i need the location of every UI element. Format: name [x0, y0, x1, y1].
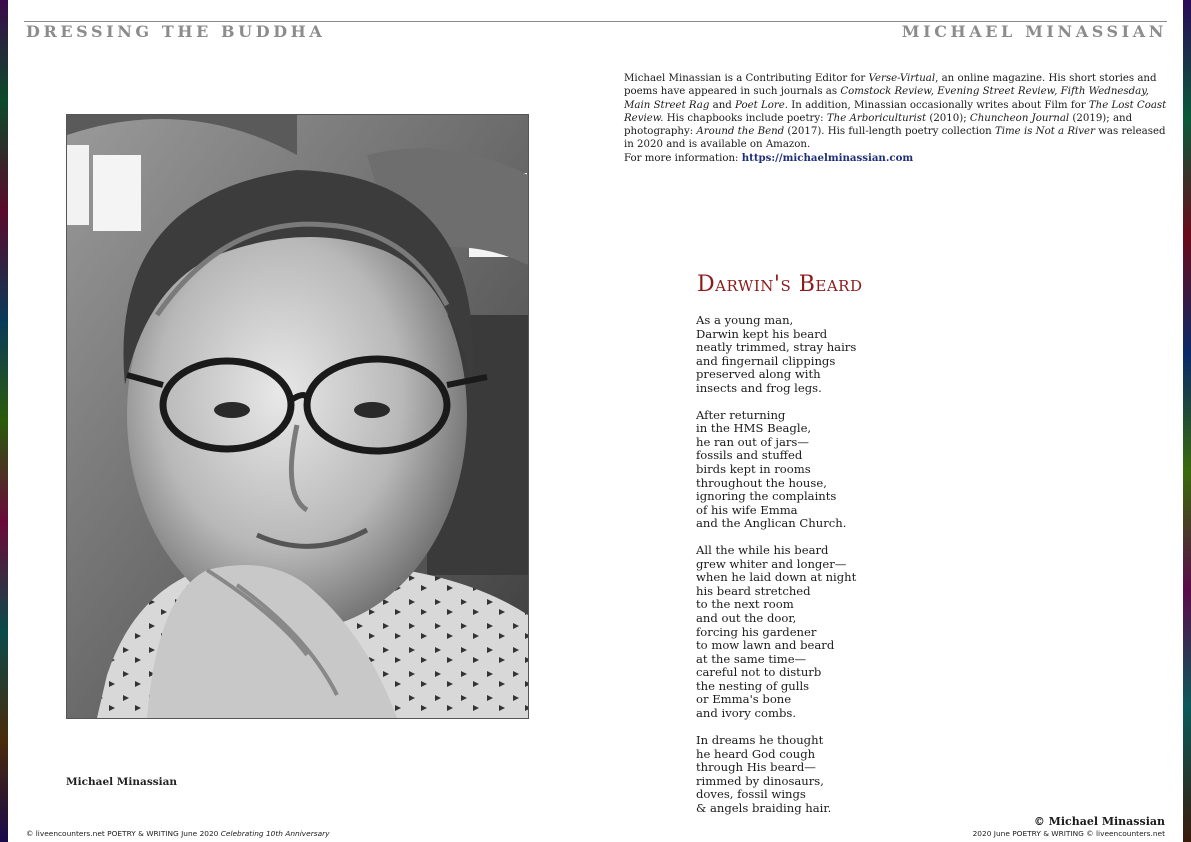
poem-line: fossils and stuffed	[696, 448, 803, 463]
bio-italic: Chuncheon Journal	[969, 112, 1070, 124]
bio-text: was released in 2020 and is available on Amazon.	[624, 126, 1166, 151]
poem-line: In dreams he thought	[696, 732, 824, 747]
poem-line: Darwin kept his beard	[696, 326, 828, 341]
poem-line: ignoring the complaints	[696, 489, 837, 504]
poem-line: and out the door,	[696, 611, 797, 626]
poem-line: or Emma's bone	[696, 692, 792, 707]
poem-body	[696, 314, 996, 829]
poem-line: All the while his beard	[696, 543, 829, 558]
poem-line: As a young man,	[696, 313, 794, 327]
bio-italic: The Lost Coast Review.	[624, 99, 1167, 124]
poem-line: of his wife Emma	[696, 502, 798, 517]
header-section-title: DRESSING THE BUDDHA	[26, 22, 326, 41]
footer-left-italic: Celebrating 10th Anniversary	[220, 829, 330, 838]
header-author-name: MICHAEL MINASSIAN	[901, 22, 1167, 41]
poem-line: his beard stretched	[696, 583, 811, 598]
poem-line: when he laid down at night	[696, 570, 857, 585]
poem-line: careful not to disturb	[696, 665, 822, 680]
right-decorative-edge	[1183, 0, 1191, 842]
footer-left-text: © liveencounters.net POETRY & WRITING June 2020	[26, 829, 221, 838]
poem-line: & angels braiding hair.	[696, 800, 832, 815]
poem-line: and fingernail clippings	[696, 353, 836, 368]
poem-line: at the same time—	[696, 651, 807, 666]
poem-line: After returning	[696, 407, 786, 422]
bio-italic: The Arboriculturist	[826, 112, 927, 124]
bio-italic: Around the Bend	[696, 126, 785, 138]
poem-copyright: © Michael Minassian	[1033, 815, 1165, 828]
poem-title: Darwin's Beard	[697, 272, 863, 297]
poem-stanza	[696, 409, 996, 531]
bio-text: , an online magazine. His short stories and poems have appeared in such journals as	[624, 73, 1157, 98]
poem-stanza	[696, 314, 996, 395]
author-bio	[624, 72, 1169, 165]
bio-text: Michael Minassian is a Contributing Editor for	[624, 73, 869, 84]
poem-line: he heard God cough	[696, 746, 816, 761]
poem-line: the nesting of gulls	[696, 678, 810, 693]
bio-italic: Verse-Virtual	[868, 73, 936, 84]
footer-right: 2020 June POETRY & WRITING © liveencounters.net	[972, 829, 1165, 838]
poem-line: birds kept in rooms	[696, 462, 811, 477]
bio-text: (2017). His full-length poetry collection	[784, 126, 995, 138]
poem-line: through His beard—	[696, 760, 816, 775]
bio-italic: Poet Lore.	[735, 99, 789, 111]
bio-italic: Comstock Review, Evening Street Review, Fifth Wednesday, Main Street Rag	[624, 86, 1149, 111]
poem-line: preserved along with	[696, 367, 821, 382]
bio-text: and	[709, 99, 736, 111]
poem-line: throughout the house,	[696, 475, 827, 490]
bio-text: In addition, Minassian occasionally writes about Film for	[788, 99, 1089, 111]
poem-line: doves, fossil wings	[696, 787, 806, 802]
poem-line: neatly trimmed, stray hairs	[696, 340, 857, 355]
poem-stanza	[696, 544, 996, 720]
poem-line: to the next room	[696, 597, 794, 612]
bio-text: His chapbooks include poetry:	[663, 112, 827, 124]
poem-line: to mow lawn and beard	[696, 638, 835, 653]
left-decorative-edge	[0, 0, 8, 842]
poem-line: forcing his gardener	[696, 624, 817, 639]
author-portrait	[66, 114, 529, 719]
poem-line: he ran out of jars—	[696, 434, 809, 449]
photo-caption: Michael Minassian	[66, 776, 178, 788]
bio-text: (2019); and photography:	[624, 112, 1133, 138]
poem-line: insects and frog legs.	[696, 380, 822, 395]
website-link[interactable]: https://michaelminassian.com	[741, 151, 914, 164]
poem-line: and ivory combs.	[696, 705, 797, 720]
poem-line: and the Anglican Church.	[696, 516, 847, 531]
poem-line: rimmed by dinosaurs,	[696, 773, 824, 788]
poem-stanza	[696, 734, 996, 815]
footer-left	[26, 829, 330, 838]
more-info-label: For more information:	[624, 152, 742, 164]
bio-italic: Time is Not a River	[994, 126, 1095, 138]
bio-text: (2010);	[926, 112, 970, 124]
poem-line: grew whiter and longer—	[696, 556, 847, 571]
poem-line: in the HMS Beagle,	[696, 421, 812, 436]
